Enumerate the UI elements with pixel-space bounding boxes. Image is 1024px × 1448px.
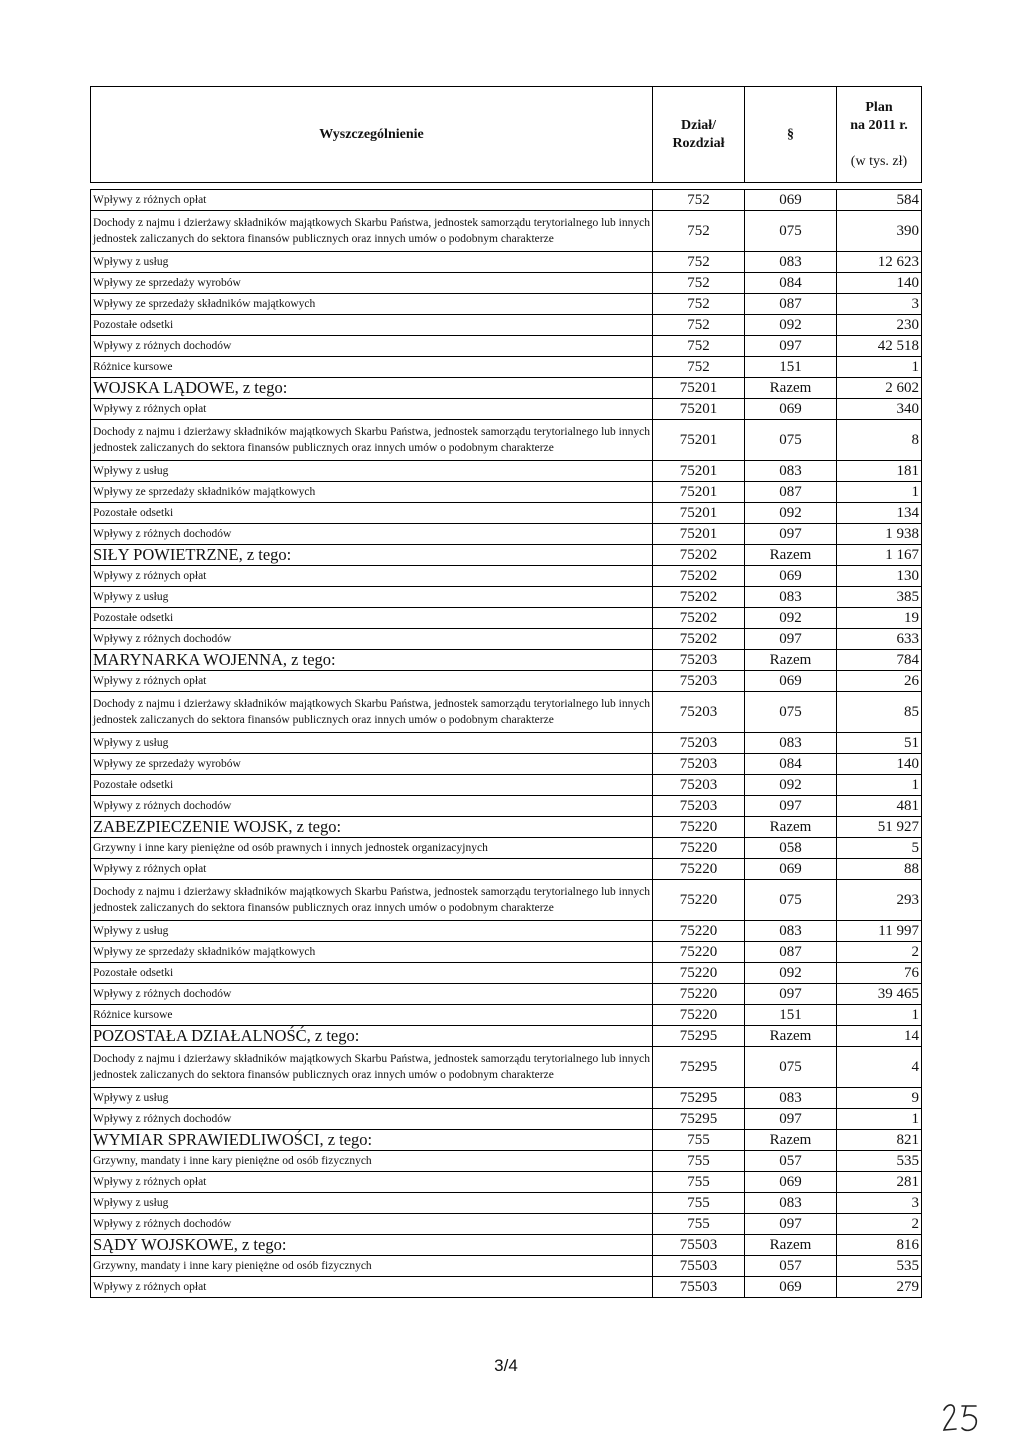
row-paragraph: 092: [745, 503, 837, 524]
header-division-line2: Rozdział: [672, 135, 725, 151]
row-plan-value: 2 602: [837, 378, 922, 399]
row-division: 75220: [653, 838, 745, 859]
row-plan-value: 633: [837, 629, 922, 650]
row-description: Wpływy z różnych dochodów: [91, 629, 653, 650]
row-plan-value: 5: [837, 838, 922, 859]
row-description: Wpływy z usług: [91, 733, 653, 754]
row-paragraph: 084: [745, 754, 837, 775]
row-description: Wpływy z różnych opłat: [91, 399, 653, 420]
row-description: Pozostałe odsetki: [91, 503, 653, 524]
row-paragraph: 057: [745, 1256, 837, 1277]
row-division: 75201: [653, 461, 745, 482]
table-row: [91, 1088, 922, 1109]
row-plan-value: 3: [837, 294, 922, 315]
row-paragraph: 069: [745, 1172, 837, 1193]
row-division: 75220: [653, 942, 745, 963]
row-paragraph: 084: [745, 273, 837, 294]
row-division: 755: [653, 1193, 745, 1214]
row-plan-value: 39 465: [837, 984, 922, 1005]
header-division: [653, 87, 745, 183]
section-row: [91, 545, 922, 566]
table-body: [91, 190, 922, 1298]
row-paragraph: 069: [745, 859, 837, 880]
row-division: 752: [653, 336, 745, 357]
table-row: [91, 211, 922, 252]
row-description: Wpływy z różnych dochodów: [91, 1109, 653, 1130]
row-description: Wpływy z różnych opłat: [91, 859, 653, 880]
section-row: [91, 378, 922, 399]
row-division: 75220: [653, 963, 745, 984]
row-description: Dochody z najmu i dzierżawy składników majątkowych Skarbu Państwa, jednostek samorządu terytorialnego lub innych jednostek zaliczanych do sektora finansów publicznych oraz innych umów o podobnym charakterze: [91, 420, 653, 461]
row-paragraph: 097: [745, 336, 837, 357]
row-plan-value: 535: [837, 1151, 922, 1172]
row-division: 75220: [653, 817, 745, 838]
row-division: 75503: [653, 1235, 745, 1256]
row-division: 755: [653, 1172, 745, 1193]
row-plan-value: 134: [837, 503, 922, 524]
row-paragraph: Razem: [745, 545, 837, 566]
row-description: WOJSKA LĄDOWE, z tego:: [91, 378, 653, 399]
row-description: Wpływy ze sprzedaży wyrobów: [91, 273, 653, 294]
row-paragraph: 083: [745, 921, 837, 942]
row-plan-value: 279: [837, 1277, 922, 1298]
row-division: 75295: [653, 1109, 745, 1130]
table-row: [91, 461, 922, 482]
row-division: 75201: [653, 503, 745, 524]
row-description: Wpływy z różnych opłat: [91, 566, 653, 587]
row-division: 75203: [653, 733, 745, 754]
table-row: [91, 608, 922, 629]
row-description: Wpływy z usług: [91, 1088, 653, 1109]
table-row: [91, 733, 922, 754]
row-division: 75203: [653, 650, 745, 671]
row-plan-value: 1: [837, 1005, 922, 1026]
row-division: 75202: [653, 629, 745, 650]
row-paragraph: 069: [745, 566, 837, 587]
row-plan-value: 14: [837, 1026, 922, 1047]
table-row: [91, 1214, 922, 1235]
table-row: [91, 587, 922, 608]
row-paragraph: 069: [745, 1277, 837, 1298]
row-division: 75201: [653, 420, 745, 461]
row-division: 75295: [653, 1088, 745, 1109]
row-paragraph: 069: [745, 190, 837, 211]
row-paragraph: 097: [745, 629, 837, 650]
row-division: 75220: [653, 921, 745, 942]
section-row: [91, 817, 922, 838]
row-description: Pozostałe odsetki: [91, 775, 653, 796]
table-row: [91, 671, 922, 692]
table-row: [91, 921, 922, 942]
table-row: [91, 336, 922, 357]
row-division: 75503: [653, 1256, 745, 1277]
row-plan-value: 42 518: [837, 336, 922, 357]
row-paragraph: 058: [745, 838, 837, 859]
row-division: 752: [653, 211, 745, 252]
table-row: [91, 1193, 922, 1214]
row-paragraph: 083: [745, 461, 837, 482]
table-row: [91, 524, 922, 545]
row-plan-value: 11 997: [837, 921, 922, 942]
row-division: 75203: [653, 796, 745, 817]
row-description: Grzywny, mandaty i inne kary pieniężne od osób fizycznych: [91, 1256, 653, 1277]
row-division: 752: [653, 357, 745, 378]
row-paragraph: 092: [745, 775, 837, 796]
row-description: Dochody z najmu i dzierżawy składników majątkowych Skarbu Państwa, jednostek samorządu terytorialnego lub innych jednostek zaliczanych do sektora finansów publicznych oraz innych umów o podobnym charakterze: [91, 211, 653, 252]
row-plan-value: 2: [837, 1214, 922, 1235]
row-plan-value: 230: [837, 315, 922, 336]
row-division: 75202: [653, 608, 745, 629]
header-plan-unit: (w tys. zł): [850, 153, 908, 169]
table-header-row: [91, 87, 922, 183]
row-plan-value: 1: [837, 775, 922, 796]
row-description: Różnice kursowe: [91, 357, 653, 378]
row-description: SIŁY POWIETRZNE, z tego:: [91, 545, 653, 566]
row-paragraph: 097: [745, 1109, 837, 1130]
row-paragraph: 097: [745, 524, 837, 545]
table-row: [91, 1047, 922, 1088]
row-description: Wpływy ze sprzedaży wyrobów: [91, 754, 653, 775]
row-division: 752: [653, 190, 745, 211]
row-division: 75201: [653, 524, 745, 545]
row-plan-value: 51: [837, 733, 922, 754]
header-description: Wyszczególnienie: [91, 87, 653, 183]
row-description: Dochody z najmu i dzierżawy składników majątkowych Skarbu Państwa, jednostek samorządu terytorialnego lub innych jednostek zaliczanych do sektora finansów publicznych oraz innych umów o podobnym charakterze: [91, 692, 653, 733]
row-description: Wpływy z różnych dochodów: [91, 1214, 653, 1235]
row-division: 75220: [653, 1005, 745, 1026]
row-plan-value: 1 938: [837, 524, 922, 545]
header-division-line1: Dział/: [681, 117, 716, 133]
row-description: Wpływy ze sprzedaży składników majątkowych: [91, 482, 653, 503]
header-plan: [837, 87, 922, 183]
row-paragraph: 097: [745, 796, 837, 817]
table-row: [91, 1277, 922, 1298]
row-plan-value: 76: [837, 963, 922, 984]
row-paragraph: 087: [745, 482, 837, 503]
row-description: WYMIAR SPRAWIEDLIWOŚCI, z tego:: [91, 1130, 653, 1151]
row-paragraph: 083: [745, 733, 837, 754]
table-row: [91, 754, 922, 775]
row-description: Pozostałe odsetki: [91, 608, 653, 629]
table-row: [91, 357, 922, 378]
row-division: 755: [653, 1151, 745, 1172]
row-description: Wpływy z usług: [91, 252, 653, 273]
table-row: [91, 963, 922, 984]
page-number: 3/4: [494, 1356, 518, 1375]
row-paragraph: Razem: [745, 1026, 837, 1047]
row-plan-value: 821: [837, 1130, 922, 1151]
row-plan-value: 281: [837, 1172, 922, 1193]
row-division: 75201: [653, 399, 745, 420]
table-row: [91, 880, 922, 921]
row-plan-value: 85: [837, 692, 922, 733]
row-paragraph: 092: [745, 608, 837, 629]
header-plan-line1: Plan: [865, 99, 893, 115]
row-paragraph: 083: [745, 1088, 837, 1109]
row-description: Grzywny i inne kary pieniężne od osób prawnych i innych jednostek organizacyjnych: [91, 838, 653, 859]
row-description: Wpływy z różnych dochodów: [91, 336, 653, 357]
row-plan-value: 2: [837, 942, 922, 963]
row-plan-value: 140: [837, 273, 922, 294]
row-plan-value: 4: [837, 1047, 922, 1088]
section-row: [91, 1235, 922, 1256]
table-row: [91, 1151, 922, 1172]
table-row: [91, 692, 922, 733]
handwritten-page-number: [940, 1396, 990, 1436]
row-description: Wpływy z różnych opłat: [91, 1172, 653, 1193]
table-row: [91, 315, 922, 336]
row-description: Wpływy z różnych opłat: [91, 671, 653, 692]
row-plan-value: 19: [837, 608, 922, 629]
row-description: Wpływy z różnych opłat: [91, 1277, 653, 1298]
row-plan-value: 130: [837, 566, 922, 587]
row-plan-value: 88: [837, 859, 922, 880]
table-row: [91, 566, 922, 587]
table-row: [91, 1109, 922, 1130]
table-row: [91, 775, 922, 796]
row-description: Różnice kursowe: [91, 1005, 653, 1026]
table-row: [91, 838, 922, 859]
row-paragraph: Razem: [745, 1235, 837, 1256]
row-description: Wpływy ze sprzedaży składników majątkowych: [91, 942, 653, 963]
row-paragraph: 075: [745, 692, 837, 733]
row-paragraph: 083: [745, 587, 837, 608]
row-division: 75203: [653, 671, 745, 692]
row-plan-value: 293: [837, 880, 922, 921]
row-description: SĄDY WOJSKOWE, z tego:: [91, 1235, 653, 1256]
row-paragraph: Razem: [745, 650, 837, 671]
row-plan-value: 1 167: [837, 545, 922, 566]
table-row: [91, 503, 922, 524]
row-plan-value: 3: [837, 1193, 922, 1214]
row-paragraph: 097: [745, 984, 837, 1005]
table-row: [91, 273, 922, 294]
row-paragraph: 075: [745, 880, 837, 921]
row-paragraph: Razem: [745, 1130, 837, 1151]
row-paragraph: 092: [745, 963, 837, 984]
budget-income-table: [90, 86, 922, 1298]
section-row: [91, 1130, 922, 1151]
row-division: 755: [653, 1214, 745, 1235]
row-paragraph: Razem: [745, 378, 837, 399]
row-paragraph: 057: [745, 1151, 837, 1172]
row-description: Wpływy z różnych dochodów: [91, 524, 653, 545]
row-plan-value: 1: [837, 1109, 922, 1130]
row-division: 75203: [653, 775, 745, 796]
row-division: 752: [653, 294, 745, 315]
row-plan-value: 390: [837, 211, 922, 252]
row-description: POZOSTAŁA DZIAŁALNOŚĆ, z tego:: [91, 1026, 653, 1047]
row-division: 755: [653, 1130, 745, 1151]
table-row: [91, 482, 922, 503]
row-plan-value: 8: [837, 420, 922, 461]
row-division: 75295: [653, 1047, 745, 1088]
row-description: Wpływy z usług: [91, 461, 653, 482]
row-plan-value: 51 927: [837, 817, 922, 838]
row-plan-value: 535: [837, 1256, 922, 1277]
row-description: Wpływy z różnych dochodów: [91, 796, 653, 817]
table-row: [91, 252, 922, 273]
row-plan-value: 1: [837, 357, 922, 378]
row-description: Wpływy z różnych opłat: [91, 190, 653, 211]
row-paragraph: 083: [745, 252, 837, 273]
row-plan-value: 1: [837, 482, 922, 503]
row-paragraph: 087: [745, 294, 837, 315]
row-plan-value: 181: [837, 461, 922, 482]
row-paragraph: 069: [745, 671, 837, 692]
row-description: Wpływy z usług: [91, 1193, 653, 1214]
table-row: [91, 796, 922, 817]
table-row: [91, 984, 922, 1005]
row-division: 75202: [653, 545, 745, 566]
row-description: Dochody z najmu i dzierżawy składników majątkowych Skarbu Państwa, jednostek samorządu terytorialnego lub innych jednostek zaliczanych do sektora finansów publicznych oraz innych umów o podobnym charakterze: [91, 1047, 653, 1088]
row-paragraph: 075: [745, 1047, 837, 1088]
row-plan-value: 816: [837, 1235, 922, 1256]
row-plan-value: 140: [837, 754, 922, 775]
row-paragraph: 069: [745, 399, 837, 420]
table-row: [91, 1005, 922, 1026]
table-row: [91, 399, 922, 420]
row-paragraph: 083: [745, 1193, 837, 1214]
row-division: 75203: [653, 692, 745, 733]
section-row: [91, 650, 922, 671]
row-division: 75220: [653, 984, 745, 1005]
row-division: 75201: [653, 482, 745, 503]
row-paragraph: 092: [745, 315, 837, 336]
row-plan-value: 385: [837, 587, 922, 608]
table-row: [91, 420, 922, 461]
row-description: Wpływy z usług: [91, 921, 653, 942]
table-row: [91, 859, 922, 880]
row-paragraph: Razem: [745, 817, 837, 838]
table-row: [91, 294, 922, 315]
row-paragraph: 097: [745, 1214, 837, 1235]
row-plan-value: 584: [837, 190, 922, 211]
row-paragraph: 075: [745, 211, 837, 252]
row-division: 75201: [653, 378, 745, 399]
row-paragraph: 075: [745, 420, 837, 461]
row-plan-value: 340: [837, 399, 922, 420]
row-division: 75295: [653, 1026, 745, 1047]
row-description: Wpływy z różnych dochodów: [91, 984, 653, 1005]
row-division: 752: [653, 273, 745, 294]
row-description: Pozostałe odsetki: [91, 963, 653, 984]
row-description: MARYNARKA WOJENNA, z tego:: [91, 650, 653, 671]
row-division: 75220: [653, 859, 745, 880]
table-row: [91, 629, 922, 650]
table-row: [91, 1256, 922, 1277]
row-division: 752: [653, 315, 745, 336]
row-description: Wpływy z usług: [91, 587, 653, 608]
table-row: [91, 190, 922, 211]
row-plan-value: 26: [837, 671, 922, 692]
row-division: 75503: [653, 1277, 745, 1298]
row-description: Grzywny, mandaty i inne kary pieniężne od osób fizycznych: [91, 1151, 653, 1172]
row-paragraph: 087: [745, 942, 837, 963]
row-plan-value: 12 623: [837, 252, 922, 273]
row-division: 75202: [653, 566, 745, 587]
section-row: [91, 1026, 922, 1047]
header-plan-line2: na 2011 r.: [850, 117, 908, 133]
row-plan-value: 9: [837, 1088, 922, 1109]
row-division: 75202: [653, 587, 745, 608]
row-plan-value: 784: [837, 650, 922, 671]
row-description: Wpływy ze sprzedaży składników majątkowych: [91, 294, 653, 315]
row-plan-value: 481: [837, 796, 922, 817]
row-description: Dochody z najmu i dzierżawy składników majątkowych Skarbu Państwa, jednostek samorządu terytorialnego lub innych jednostek zaliczanych do sektora finansów publicznych oraz innych umów o podobnym charakterze: [91, 880, 653, 921]
row-description: Pozostałe odsetki: [91, 315, 653, 336]
row-paragraph: 151: [745, 357, 837, 378]
header-spacer-row: [91, 183, 922, 190]
row-division: 75220: [653, 880, 745, 921]
table-row: [91, 942, 922, 963]
row-division: 752: [653, 252, 745, 273]
row-division: 75203: [653, 754, 745, 775]
table-row: [91, 1172, 922, 1193]
row-paragraph: 151: [745, 1005, 837, 1026]
header-paragraph: §: [745, 87, 837, 183]
row-description: ZABEZPIECZENIE WOJSK, z tego:: [91, 817, 653, 838]
